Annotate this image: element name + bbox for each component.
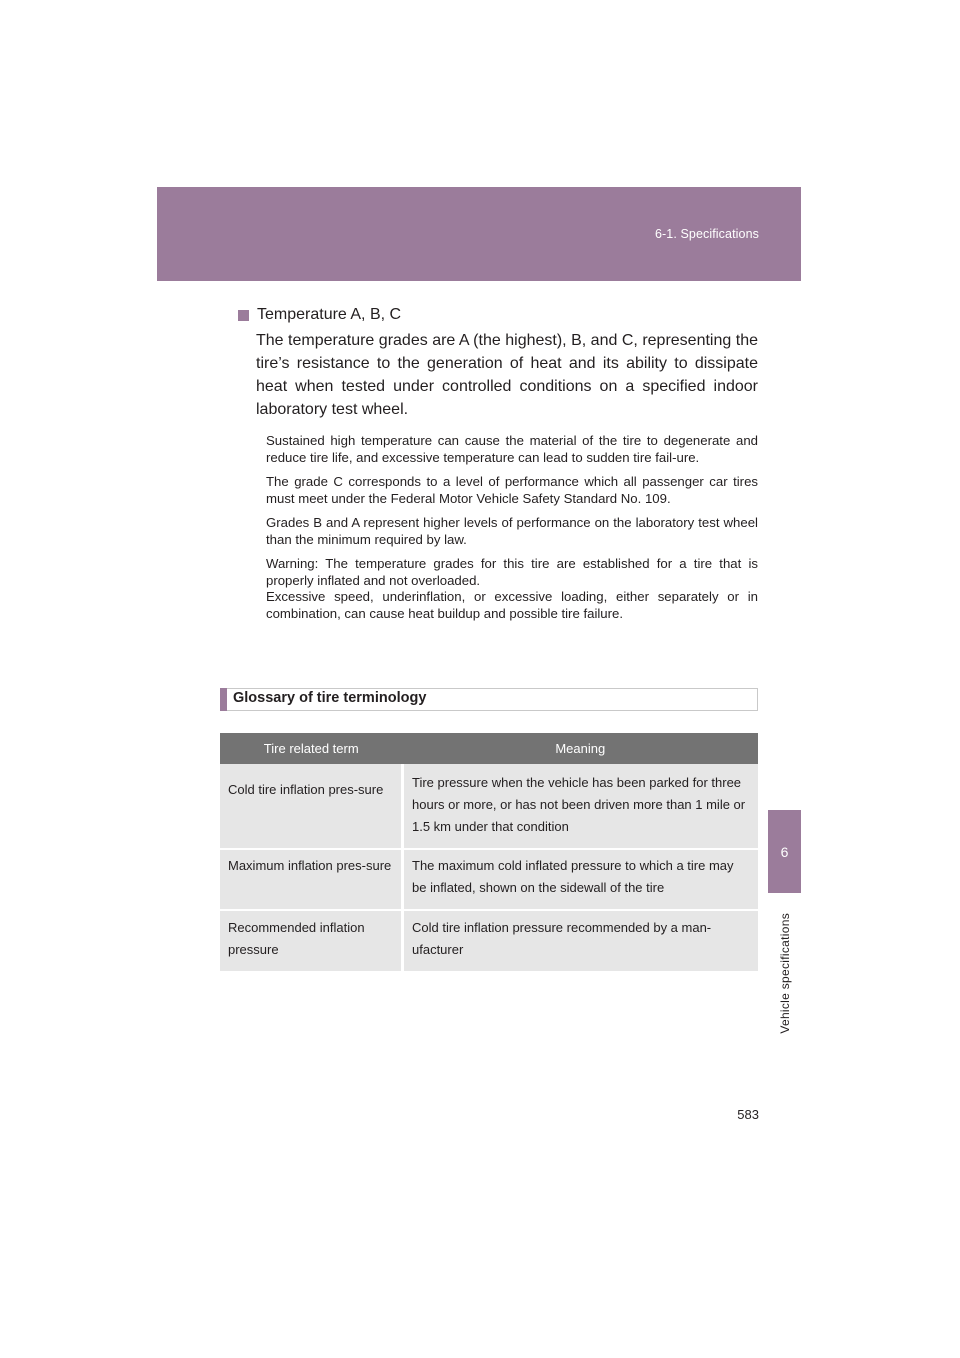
table-row [220, 764, 758, 849]
table-row [220, 910, 758, 971]
glossary-title: Glossary of tire terminology [233, 690, 427, 706]
glossary-table [220, 733, 758, 971]
column-header-meaning: Meaning [403, 733, 759, 764]
term-cell: Maximum inflation pres-sure [220, 849, 403, 910]
temperature-note: Grades B and A represent higher levels of performance on the laboratory test wheel than the minimum required by law. [266, 515, 758, 547]
chapter-label: Vehicle specifications [778, 912, 792, 1034]
temperature-section [238, 304, 758, 622]
temperature-heading-text: Temperature A, B, C [257, 306, 402, 323]
temperature-warning-detail: Excessive speed, underinflation, or excessive loading, either separately or in combination, can cause heat buildup and possible tire failure. [266, 589, 758, 621]
meaning-cell: The maximum cold inflated pressure to which a tire may be inflated, shown on the sidewall of the tire [403, 849, 759, 910]
chapter-number-tab: 6 [768, 810, 801, 893]
glossary-heading-bar [220, 688, 758, 711]
term-cell: Recommended inflation pressure [220, 910, 403, 971]
temperature-body: The temperature grades are A (the highest), B, and C, representing the tire’s resistance to the generation of heat and its ability to dissipate heat when tested under controlled conditions on a specified indoor laboratory test wheel. [256, 332, 758, 418]
page-number: 583 [737, 1107, 759, 1122]
table-row [220, 849, 758, 910]
term-cell: Cold tire inflation pres-sure [220, 764, 403, 849]
chapter-label-tab [770, 898, 800, 1048]
header-band [157, 187, 801, 281]
meaning-cell: Cold tire inflation pressure recommended by a man-ufacturer [403, 910, 759, 971]
meaning-cell: Tire pressure when the vehicle has been parked for three hours or more, or has not been driven more than 1 mile or 1.5 km under that condition [403, 764, 759, 849]
column-header-term: Tire related term [220, 733, 403, 764]
table-header-row [220, 733, 758, 764]
temperature-heading [238, 304, 758, 326]
temperature-note: Sustained high temperature can cause the material of the tire to degenerate and reduce tire life, and excessive temperature can lead to sudden tire fail-ure. [266, 433, 758, 465]
temperature-note: The grade C corresponds to a level of performance which all passenger car tires must meet under the Federal Motor Vehicle Safety Standard No. 109. [266, 474, 758, 506]
temperature-warning: Warning: The temperature grades for this tire are established for a tire that is properly inflated and not overloaded. [266, 556, 758, 588]
section-title: 6-1. Specifications [654, 227, 759, 241]
square-bullet-icon [238, 310, 249, 321]
heading-accent [220, 688, 227, 711]
